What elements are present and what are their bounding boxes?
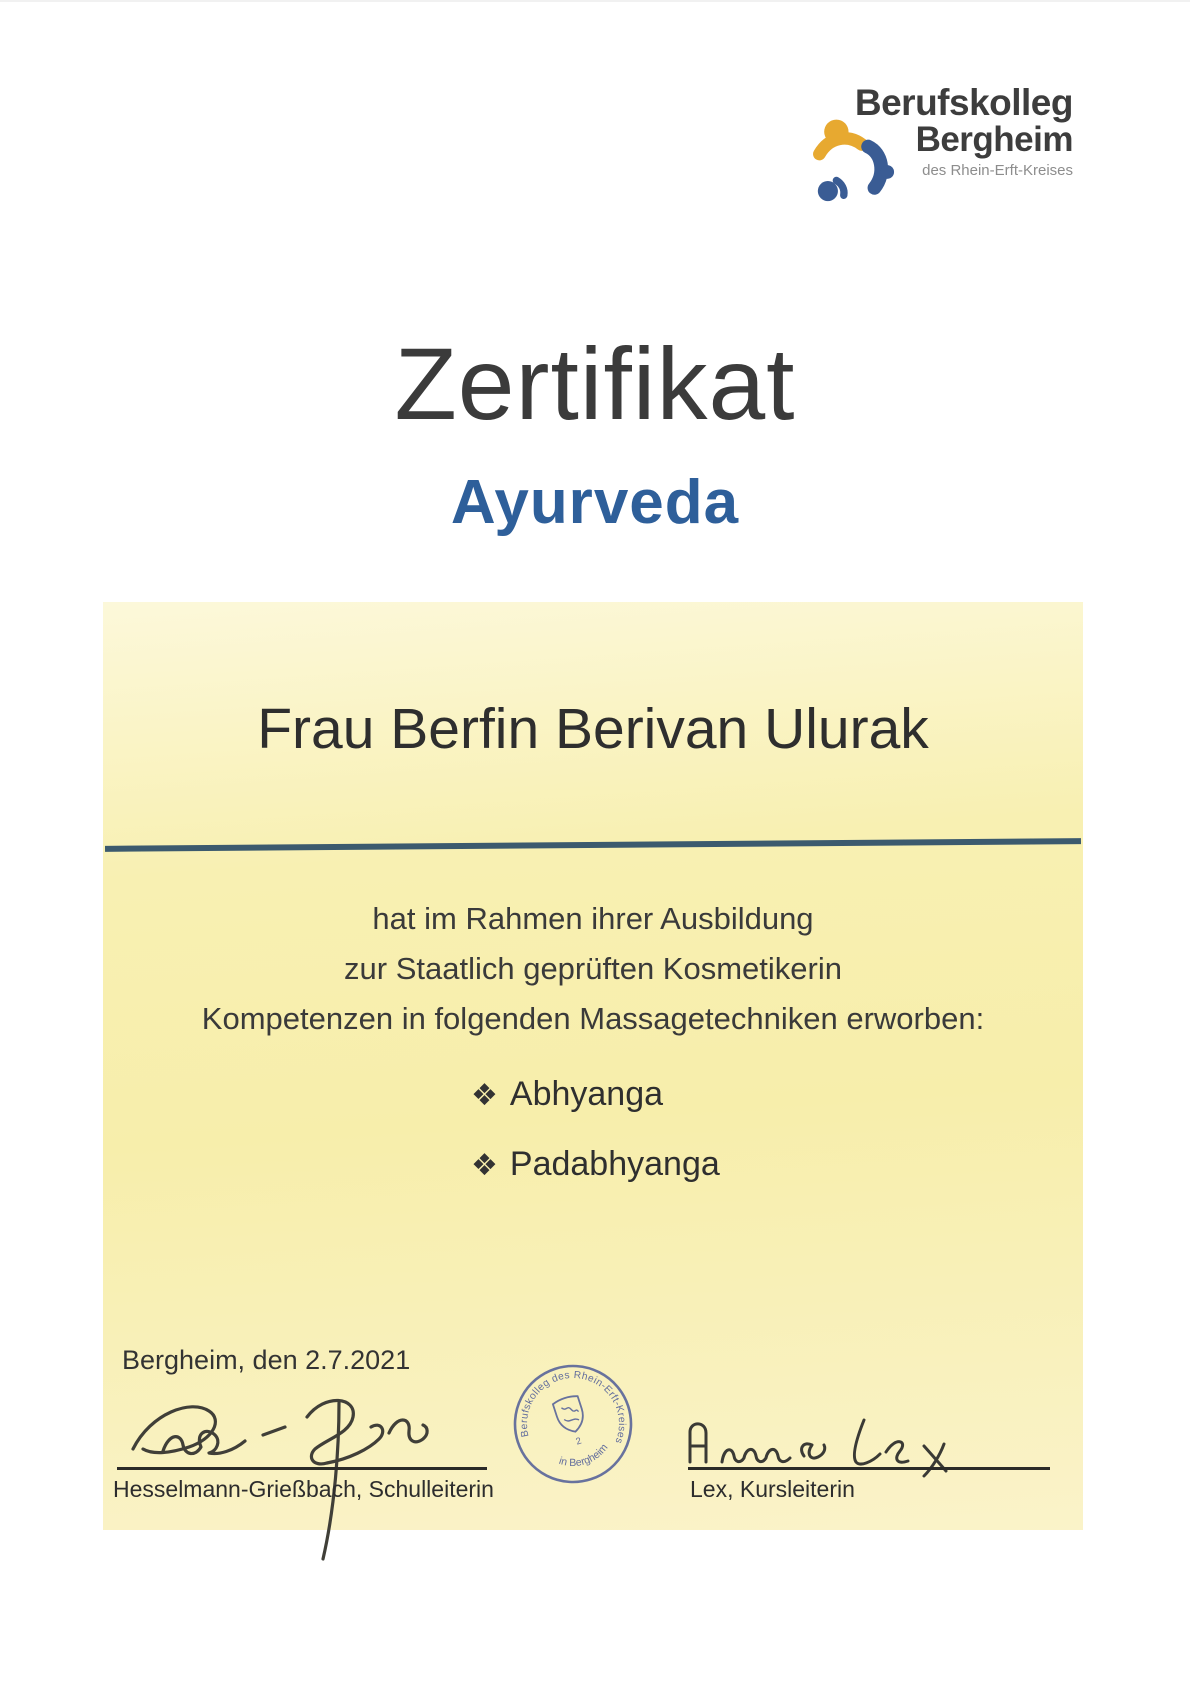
diamond-bullet-icon: ❖ <box>471 1079 498 1112</box>
recipient-name: Frau Berfin Berivan Ulurak <box>257 697 929 761</box>
technique-label: Abhyanga <box>509 1075 664 1113</box>
signature-caption-kursleiterin: Lex, Kursleiterin <box>690 1476 855 1502</box>
diamond-bullet-icon: ❖ <box>471 1149 498 1182</box>
certificate-panel <box>103 602 1083 1530</box>
signature-caption-schulleiterin: Hesselmann-Grießbach, Schulleiterin <box>113 1476 494 1502</box>
body-line: Kompetenzen in folgenden Massagetechniken erworben: <box>201 1001 985 1036</box>
logo-name-line1: Berufskolleg <box>854 82 1073 123</box>
certificate-title: Zertifikat <box>394 327 796 441</box>
certificate-body <box>103 894 1083 1044</box>
logo-name-line2: Bergheim <box>915 120 1073 159</box>
logo-text-block <box>855 84 1073 181</box>
course-title: Ayurveda <box>450 468 740 537</box>
signature-line <box>117 1467 487 1470</box>
list-item <box>471 1145 720 1185</box>
svg-text:in Bergheim <box>554 1440 613 1476</box>
body-line: hat im Rahmen ihrer Ausbildung <box>372 901 814 936</box>
seal-ring-text: Berufskolleg des Rhein-Erft-Kreises <box>518 1369 628 1446</box>
body-line: zur Staatlich geprüften Kosmetikerin <box>344 951 842 986</box>
signature-line <box>688 1467 1050 1470</box>
list-item <box>471 1075 720 1115</box>
logo-subtitle: des Rhein-Erft-Kreises <box>922 162 1073 179</box>
signature-kursleiterin <box>678 1410 968 1485</box>
round-seal-stamp-icon <box>493 1344 653 1504</box>
technique-label: Padabhyanga <box>509 1145 720 1183</box>
seal-number: 2 <box>574 1435 583 1448</box>
place-date: Bergheim, den 2.7.2021 <box>122 1345 411 1375</box>
seal-bottom-text: in Bergheim <box>557 1441 611 1470</box>
divider-rule <box>105 838 1081 852</box>
seal-shield-icon <box>552 1394 588 1436</box>
technique-list <box>471 1075 720 1215</box>
